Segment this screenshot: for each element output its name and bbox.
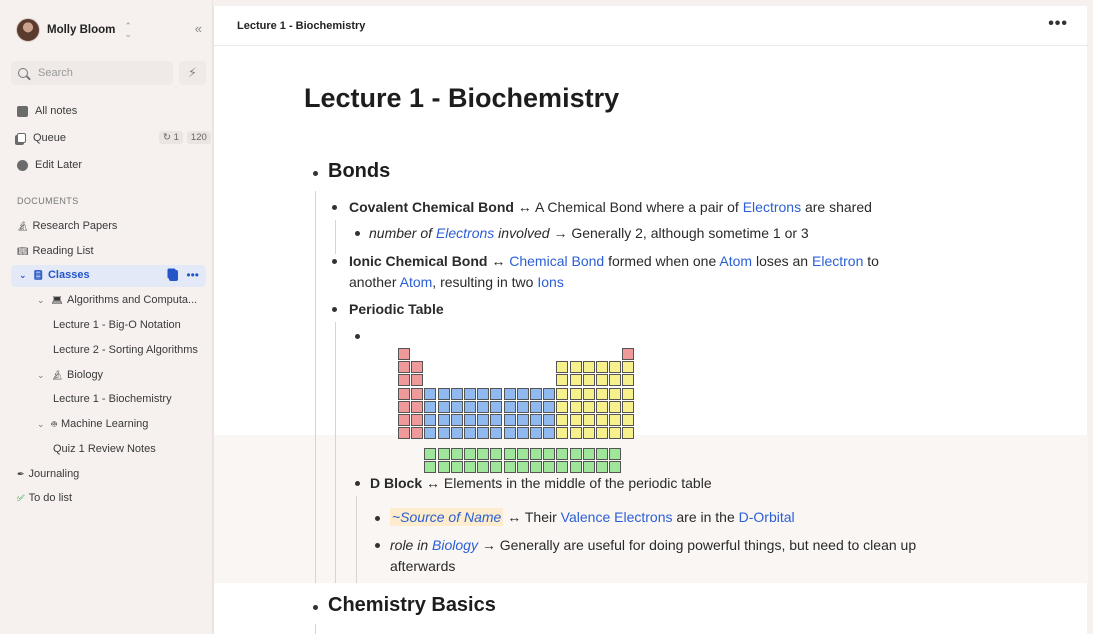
- periodic-cell: [424, 461, 436, 473]
- book-blue-icon: 📘︎: [32, 269, 44, 280]
- periodic-cell: [464, 401, 476, 413]
- bullet-dot: [332, 307, 337, 312]
- queue-icon: [17, 133, 26, 143]
- periodic-cell: [411, 361, 423, 373]
- periodic-cell: [517, 427, 529, 439]
- periodic-cell: [596, 414, 608, 426]
- periodic-cell: [438, 448, 450, 460]
- user-switcher[interactable]: [16, 17, 206, 43]
- periodic-cell: [596, 461, 608, 473]
- sidebar-item-journaling[interactable]: [17, 466, 79, 482]
- periodic-cell: [530, 401, 542, 413]
- bullet-dot: [313, 171, 318, 176]
- pen-icon: ✒︎: [17, 468, 25, 479]
- periodic-cell: [398, 348, 410, 360]
- sidebar-item-lecture-sorting[interactable]: [53, 342, 198, 358]
- checkbox-icon: ✅︎: [17, 492, 25, 503]
- book-icon: 📖︎: [17, 245, 29, 256]
- periodic-cell: [451, 461, 463, 473]
- periodic-cell: [490, 388, 502, 400]
- queue-badges: [155, 131, 211, 144]
- periodic-cell: [504, 401, 516, 413]
- periodic-cell: [543, 461, 555, 473]
- periodic-cell: [583, 361, 595, 373]
- periodic-cell: [451, 388, 463, 400]
- periodic-cell: [609, 448, 621, 460]
- periodic-cell: [411, 427, 423, 439]
- periodic-table-image[interactable]: [372, 331, 628, 471]
- bullet-dot: [332, 205, 337, 210]
- periodic-cell: [609, 461, 621, 473]
- periodic-cell: [570, 361, 582, 373]
- d-block-line[interactable]: D Block ↔ Elements in the middle of the periodic table: [370, 475, 712, 491]
- sidebar-item-biology[interactable]: [37, 367, 103, 383]
- document-editor: [213, 6, 1087, 634]
- sidebar-item-queue[interactable]: [17, 130, 66, 146]
- role-in-biology-line[interactable]: role in Biology → Generally are useful for doing powerful things, but need to clean up: [390, 537, 917, 553]
- bullet-dot: [332, 259, 337, 264]
- electrons-involved-line[interactable]: number of Electrons involved → Generally 2, although sometime 1 or 3: [369, 225, 809, 241]
- periodic-cell: [570, 414, 582, 426]
- periodic-cell: [517, 388, 529, 400]
- robot-icon: 🤖︎: [51, 418, 57, 429]
- sidebar-item-label: Algorithms and Computa...: [66, 294, 198, 306]
- periodic-cell: [464, 461, 476, 473]
- periodic-cell: [398, 361, 410, 373]
- periodic-cell: [543, 401, 555, 413]
- periodic-cell: [609, 401, 621, 413]
- role-in-biology-line-2[interactable]: afterwards: [390, 558, 456, 574]
- periodic-cell: [609, 414, 621, 426]
- periodic-cell: [424, 448, 436, 460]
- sidebar-item-label: Lecture 1 - Biochemistry: [53, 393, 172, 405]
- periodic-cell: [596, 361, 608, 373]
- periodic-cell: [622, 388, 634, 400]
- bullet-dot: [375, 543, 380, 548]
- periodic-cell: [556, 461, 568, 473]
- bullet-dot: [355, 334, 360, 339]
- periodic-cell: [622, 348, 634, 360]
- periodic-cell: [504, 427, 516, 439]
- periodic-cell: [530, 448, 542, 460]
- search-icon: [18, 68, 28, 78]
- bullet-dot: [313, 605, 318, 610]
- periodic-cell: [583, 448, 595, 460]
- sidebar-item-all-notes[interactable]: [17, 103, 77, 119]
- periodic-cell: [583, 374, 595, 386]
- documents-section-title: DOCUMENTS: [17, 196, 79, 206]
- queue-total-badge: 120: [187, 131, 211, 144]
- link-atom[interactable]: Atom: [399, 274, 433, 290]
- periodic-cell: [490, 414, 502, 426]
- breadcrumb[interactable]: Lecture 1 - Biochemistry: [237, 20, 366, 32]
- covalent-bond-line[interactable]: Covalent Chemical Bond ↔ A Chemical Bond where a pair of Electrons are shared: [349, 199, 872, 215]
- periodic-cell: [477, 448, 489, 460]
- periodic-cell: [596, 401, 608, 413]
- periodic-cell: [398, 427, 410, 439]
- link-ions[interactable]: Ions: [537, 274, 564, 290]
- periodic-cell: [517, 448, 529, 460]
- periodic-cell: [530, 414, 542, 426]
- indent-guide: [335, 322, 336, 583]
- periodic-cell: [504, 388, 516, 400]
- more-options-icon[interactable]: •••: [1048, 15, 1068, 32]
- sidebar-item-algorithms[interactable]: [37, 292, 197, 308]
- link-biology[interactable]: Biology: [432, 537, 478, 553]
- periodic-cell: [622, 414, 634, 426]
- periodic-cell: [504, 448, 516, 460]
- periodic-cell: [411, 374, 423, 386]
- avatar: [16, 18, 40, 42]
- sidebar-item-label: Queue: [33, 132, 67, 144]
- heading-bonds[interactable]: Bonds: [328, 160, 391, 182]
- periodic-cell: [556, 414, 568, 426]
- periodic-cell: [398, 414, 410, 426]
- periodic-cell: [504, 461, 516, 473]
- periodic-cell: [556, 401, 568, 413]
- periodic-cell: [622, 374, 634, 386]
- link-chemical-bond[interactable]: Chemical Bond: [509, 253, 605, 269]
- periodic-cell: [530, 388, 542, 400]
- periodic-cell: [464, 427, 476, 439]
- periodic-cell: [517, 401, 529, 413]
- ionic-bond-line[interactable]: Ionic Chemical Bond ↔ Chemical Bond formed when one Atom loses an Electron to: [349, 253, 879, 269]
- periodic-cell: [570, 461, 582, 473]
- periodic-cell: [596, 448, 608, 460]
- source-of-name-line[interactable]: ~Source of Name ↔ Their Valence Electrons are in the D-Orbital: [392, 509, 795, 525]
- periodic-cell: [438, 388, 450, 400]
- periodic-cell: [517, 461, 529, 473]
- periodic-cell: [583, 414, 595, 426]
- computer-icon: 💻︎: [51, 294, 63, 305]
- periodic-cell: [451, 401, 463, 413]
- sidebar-item-label: Research Papers: [32, 220, 118, 232]
- periodic-cell: [517, 414, 529, 426]
- periodic-cell: [583, 388, 595, 400]
- chevron-down-icon[interactable]: ⌄: [37, 369, 45, 380]
- periodic-cell: [556, 361, 568, 373]
- periodic-cell: [490, 461, 502, 473]
- sidebar-item-lecture-bigo[interactable]: [53, 317, 181, 333]
- periodic-cell: [570, 427, 582, 439]
- periodic-cell: [622, 427, 634, 439]
- sidebar-item-label: All notes: [35, 105, 78, 117]
- highlighted-tag[interactable]: ~Source of Name: [392, 509, 502, 525]
- notes-icon: [17, 106, 28, 117]
- periodic-cell: [570, 401, 582, 413]
- periodic-cell: [622, 401, 634, 413]
- periodic-cell: [609, 388, 621, 400]
- collapse-sidebar-icon[interactable]: «: [194, 21, 202, 36]
- periodic-cell: [609, 374, 621, 386]
- periodic-cell: [477, 461, 489, 473]
- periodic-cell: [570, 388, 582, 400]
- sidebar-item-todo[interactable]: [17, 490, 72, 506]
- link-electrons[interactable]: Electrons: [742, 199, 802, 215]
- periodic-cell: [570, 374, 582, 386]
- periodic-cell: [424, 401, 436, 413]
- sidebar-item-label: Edit Later: [35, 159, 83, 171]
- periodic-cell: [530, 461, 542, 473]
- periodic-cell: [504, 414, 516, 426]
- periodic-cell: [477, 388, 489, 400]
- periodic-cell: [543, 427, 555, 439]
- clock-icon: [17, 160, 28, 171]
- periodic-cell: [438, 401, 450, 413]
- link-electrons[interactable]: Electrons: [435, 225, 495, 241]
- periodic-cell: [596, 388, 608, 400]
- sidebar-item-reading-list[interactable]: [17, 243, 94, 259]
- periodic-cell: [530, 427, 542, 439]
- search-input[interactable]: [11, 61, 173, 85]
- sidebar-item-label: Journaling: [28, 468, 80, 480]
- sidebar-item-research-papers[interactable]: [17, 218, 117, 234]
- periodic-cell: [424, 414, 436, 426]
- microscope-icon: 🔬︎: [17, 220, 29, 231]
- indent-guide: [315, 624, 316, 634]
- sidebar-item-label: To do list: [28, 492, 73, 504]
- periodic-cell: [398, 388, 410, 400]
- periodic-cell: [451, 448, 463, 460]
- periodic-cell: [556, 374, 568, 386]
- page-title[interactable]: Lecture 1 - Biochemistry: [304, 83, 620, 113]
- periodic-cell: [583, 461, 595, 473]
- periodic-cell: [411, 401, 423, 413]
- search-placeholder: Search: [38, 67, 73, 79]
- microscope-icon: 🔬︎: [51, 369, 63, 380]
- periodic-cell: [556, 427, 568, 439]
- queue-count-badge: ↻ 1: [159, 131, 183, 144]
- link-electron[interactable]: Electron: [812, 253, 864, 269]
- sidebar-item-label: Quiz 1 Review Notes: [53, 443, 156, 455]
- periodic-cell: [570, 448, 582, 460]
- chevron-down-icon[interactable]: ⌄: [19, 269, 27, 280]
- periodic-cell: [464, 388, 476, 400]
- periodic-cell: [451, 427, 463, 439]
- periodic-cell: [583, 401, 595, 413]
- periodic-cell: [596, 374, 608, 386]
- periodic-cell: [451, 414, 463, 426]
- periodic-cell: [438, 414, 450, 426]
- indent-guide: [335, 220, 336, 254]
- indent-guide: [356, 496, 357, 583]
- periodic-cell: [424, 388, 436, 400]
- periodic-cell: [477, 427, 489, 439]
- periodic-cell: [596, 427, 608, 439]
- sidebar-item-label: Classes: [47, 269, 90, 281]
- periodic-cell: [438, 461, 450, 473]
- topbar: [214, 6, 1088, 46]
- periodic-cell: [543, 414, 555, 426]
- periodic-cell: [583, 427, 595, 439]
- bullet-dot: [355, 231, 360, 236]
- periodic-cell: [398, 401, 410, 413]
- periodic-cell: [543, 448, 555, 460]
- sidebar: [0, 0, 213, 634]
- sidebar-item-label: Machine Learning: [60, 418, 149, 430]
- periodic-cell: [411, 414, 423, 426]
- periodic-cell: [622, 361, 634, 373]
- chevron-down-icon[interactable]: ⌄: [37, 294, 45, 305]
- periodic-cell: [490, 427, 502, 439]
- bullet-dot: [355, 481, 360, 486]
- periodic-cell: [556, 448, 568, 460]
- user-name: Molly Bloom: [47, 24, 116, 36]
- lightning-icon[interactable]: ⚡︎: [179, 61, 206, 85]
- bullet-dot: [375, 516, 380, 521]
- periodic-cell: [556, 388, 568, 400]
- sidebar-item-label: Biology: [66, 369, 104, 381]
- indent-guide: [315, 191, 316, 583]
- sidebar-item-label: Lecture 2 - Sorting Algorithms: [53, 344, 198, 356]
- link-d-orbital[interactable]: D-Orbital: [738, 509, 795, 525]
- periodic-cell: [438, 427, 450, 439]
- periodic-cell: [411, 388, 423, 400]
- sidebar-item-label: Reading List: [32, 245, 94, 257]
- periodic-cell: [477, 401, 489, 413]
- sidebar-item-label: Lecture 1 - Big-O Notation: [53, 319, 181, 331]
- periodic-cell: [490, 401, 502, 413]
- periodic-cell: [398, 374, 410, 386]
- periodic-cell: [543, 388, 555, 400]
- link-valence-electrons[interactable]: Valence Electrons: [560, 509, 673, 525]
- sidebar-item-edit-later[interactable]: [17, 157, 82, 173]
- periodic-cell: [490, 448, 502, 460]
- ionic-bond-line-2[interactable]: another Atom, resulting in two Ions: [349, 274, 564, 290]
- periodic-cell: [464, 414, 476, 426]
- periodic-cell: [477, 414, 489, 426]
- periodic-cell: [609, 427, 621, 439]
- periodic-cell: [609, 361, 621, 373]
- sidebar-item-lecture-biochemistry[interactable]: [53, 391, 172, 407]
- chevron-down-icon[interactable]: ⌄: [37, 418, 45, 429]
- sidebar-item-machine-learning[interactable]: [37, 416, 148, 432]
- sidebar-item-quiz-review[interactable]: [53, 441, 156, 457]
- copy-icon[interactable]: [169, 270, 178, 281]
- periodic-cell: [424, 427, 436, 439]
- periodic-cell: [464, 448, 476, 460]
- heading-chemistry-basics[interactable]: Chemistry Basics: [328, 594, 496, 616]
- periodic-table-heading[interactable]: Periodic Table: [349, 301, 444, 317]
- chevron-up-down-icon: ⌃ ⌄: [124, 21, 132, 39]
- more-icon[interactable]: •••: [186, 268, 199, 282]
- sidebar-item-classes[interactable]: [11, 265, 206, 287]
- link-atom[interactable]: Atom: [719, 253, 753, 269]
